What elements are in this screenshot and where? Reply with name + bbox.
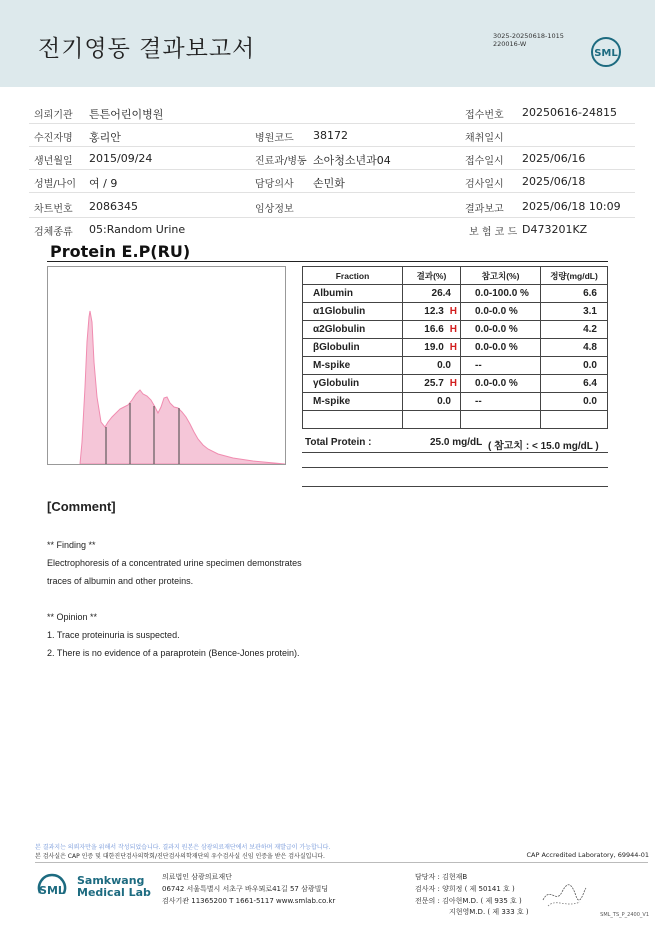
col-quantity: 정량(mg/dL) <box>541 267 608 285</box>
hospital-code-value: 38172 <box>313 129 348 142</box>
collect-date-label: 채취일시 <box>465 133 504 144</box>
patient-label: 수진자명 <box>34 133 73 144</box>
brand-name <box>77 875 151 899</box>
table-row <box>303 285 608 303</box>
table-row <box>303 321 608 339</box>
doctor-label: 담당의사 <box>255 179 294 190</box>
fraction-name: α2Globulin <box>303 321 403 339</box>
fraction-qty: 6.6 <box>541 285 608 303</box>
empty-cell <box>303 411 403 429</box>
finding-header: ** Finding ** <box>47 540 96 550</box>
form-code: SML_TS_P_2400_V1 <box>600 912 649 918</box>
high-flag: H <box>449 324 457 335</box>
electrophoresis-curve <box>48 267 285 464</box>
report-label: 결과보고 <box>465 204 504 215</box>
fraction-qty: 3.1 <box>541 303 608 321</box>
table-row <box>303 303 608 321</box>
insurance-value: D473201KZ <box>522 223 588 236</box>
clinical-label: 임상정보 <box>255 204 294 215</box>
fraction-name: M-spike <box>303 393 403 411</box>
dept-label: 진료과/병동 <box>255 156 307 167</box>
info-row-4 <box>29 170 635 193</box>
info-row-2 <box>29 124 635 147</box>
doctor-value: 손민화 <box>313 177 345 190</box>
total-protein-label: Total Protein : <box>305 437 372 448</box>
result-value: 0.0 <box>437 360 451 371</box>
result-value: 0.0 <box>437 396 451 407</box>
fraction-result <box>403 303 461 321</box>
sex-age-label: 성별/나이 <box>34 179 77 190</box>
receipt-no-label: 접수번호 <box>465 110 504 121</box>
col-result: 결과(%) <box>403 267 461 285</box>
high-flag: H <box>449 342 457 353</box>
result-value: 25.7 <box>424 378 444 389</box>
receipt-date-value: 2025/06/16 <box>522 152 586 165</box>
curve-area <box>80 311 285 464</box>
birth-value: 2015/09/24 <box>89 152 153 165</box>
total-rule-1 <box>302 452 608 453</box>
specimen-label: 검체종류 <box>34 227 73 238</box>
fraction-result <box>403 375 461 393</box>
sml-badge-text: SML <box>594 48 618 59</box>
high-flag: H <box>449 306 457 317</box>
dept-value: 소아청소년과04 <box>313 154 391 167</box>
staff-tester: 검사자 : 양희정 ( 제 50141 호 ) <box>415 885 515 893</box>
document-code-line2: 220016-W <box>493 40 527 48</box>
fraction-table <box>302 266 608 429</box>
result-value: 19.0 <box>424 342 444 353</box>
test-date-label: 검사일시 <box>465 179 504 190</box>
fraction-name: M-spike <box>303 357 403 375</box>
foundation-contact: 검사기관 11365200 T 1661-5117 www.smlab.co.kr <box>162 897 336 905</box>
fraction-result <box>403 357 461 375</box>
col-fraction: Fraction <box>303 267 403 285</box>
fraction-qty: 4.2 <box>541 321 608 339</box>
fraction-qty: 0.0 <box>541 393 608 411</box>
footer-notice-1: 본 결과지는 의뢰자만을 위해서 작성되었습니다. 결과지 원본은 삼광의료재단에서 보관하며 재발급이 가능합니다. <box>35 844 331 851</box>
footer-rule <box>35 862 648 863</box>
hospital-code-label: 병원코드 <box>255 133 294 144</box>
finding-line-2: traces of albumin and other proteins. <box>47 576 194 586</box>
total-protein-value: 25.0 mg/dL <box>430 437 483 448</box>
info-row-3 <box>29 147 635 170</box>
col-reference: 참고치(%) <box>461 267 541 285</box>
fraction-result <box>403 339 461 357</box>
foundation-name: 의료법인 삼광의료재단 <box>162 873 232 881</box>
info-row-1 <box>29 101 635 124</box>
fraction-ref: 0.0-0.0 % <box>461 375 541 393</box>
finding-line-1: Electrophoresis of a concentrated urine specimen demonstrates <box>47 558 302 568</box>
document-code-line1: 3025-20250618-1015 <box>493 32 564 40</box>
staff-manager: 담당자 : 김현재B <box>415 873 468 881</box>
table-row <box>303 357 608 375</box>
opinion-line-2: 2. There is no evidence of a paraprotein (Bence-Jones protein). <box>47 648 300 658</box>
opinion-line-1: 1. Trace proteinuria is suspected. <box>47 630 180 640</box>
chart-no-label: 차트번호 <box>34 204 73 215</box>
hospital-label: 의뢰기관 <box>34 110 73 121</box>
footer-notice-2: 본 검사실은 CAP 인증 및 대한진단검사의학회/진단검사의학재단의 우수검사실 신임 인증을 받은 검사실입니다. <box>35 853 325 860</box>
electrophoresis-graph <box>47 266 286 465</box>
fraction-result <box>403 393 461 411</box>
fraction-ref: -- <box>461 393 541 411</box>
empty-cell <box>541 411 608 429</box>
sex-age-value: 여 / 9 <box>89 177 118 190</box>
section-title: Protein E.P(RU) <box>50 242 191 261</box>
signature-icon <box>540 878 588 910</box>
fraction-qty: 6.4 <box>541 375 608 393</box>
insurance-label: 보 험 코 드 <box>469 227 518 238</box>
staff-specialist-1: 전문의 : 김아현M.D. ( 제 935 호 ) <box>415 897 522 905</box>
comment-title: [Comment] <box>47 499 116 514</box>
info-row-5 <box>29 195 635 218</box>
brand-line-1: Samkwang <box>77 874 145 887</box>
sml-badge-icon <box>590 36 622 68</box>
cap-accreditation: CAP Accredited Laboratory, 69944-01 <box>526 851 649 859</box>
fraction-ref: 0.0-0.0 % <box>461 303 541 321</box>
result-value: 26.4 <box>431 288 451 299</box>
staff-specialist-2: 지현영M.D. ( 제 333 호 ) <box>449 908 529 916</box>
fraction-name: α1Globulin <box>303 303 403 321</box>
table-row <box>303 393 608 411</box>
receipt-date-label: 접수일시 <box>465 156 504 167</box>
table-row-empty <box>303 411 608 429</box>
fraction-ref: 0.0-0.0 % <box>461 339 541 357</box>
fraction-qty: 0.0 <box>541 357 608 375</box>
sml-logo-icon <box>35 871 69 905</box>
result-value: 12.3 <box>424 306 444 317</box>
table-row <box>303 339 608 357</box>
result-value: 16.6 <box>424 324 444 335</box>
foundation-address: 06742 서울특별시 서초구 바우뫼로41길 57 삼광빌딩 <box>162 885 329 893</box>
high-flag: H <box>449 378 457 389</box>
fraction-name: Albumin <box>303 285 403 303</box>
report-value: 2025/06/18 10:09 <box>522 200 621 213</box>
total-rule-2 <box>302 467 608 468</box>
specimen-value: 05:Random Urine <box>89 223 186 236</box>
patient-value: 홍리안 <box>89 131 121 144</box>
info-row-6 <box>29 218 635 241</box>
document-code <box>493 32 564 48</box>
brand-line-2: Medical Lab <box>77 886 151 899</box>
table-header-row <box>303 267 608 285</box>
sml-logo-text: SML <box>39 884 65 897</box>
fraction-qty: 4.8 <box>541 339 608 357</box>
total-protein-ref: ( 참고치 : < 15.0 mg/dL ) <box>488 441 599 452</box>
empty-cell <box>461 411 541 429</box>
hospital-value: 튼튼어린이병원 <box>89 108 164 121</box>
fraction-ref: -- <box>461 357 541 375</box>
fraction-ref: 0.0-0.0 % <box>461 321 541 339</box>
fraction-name: βGlobulin <box>303 339 403 357</box>
document-title: 전기영동 결과보고서 <box>38 36 256 62</box>
test-date-value: 2025/06/18 <box>522 175 586 188</box>
table-row <box>303 375 608 393</box>
total-rule-3 <box>302 486 608 487</box>
receipt-no-value: 20250616-24815 <box>522 106 617 119</box>
fraction-name: γGlobulin <box>303 375 403 393</box>
title-rule <box>47 261 608 262</box>
empty-cell <box>403 411 461 429</box>
fraction-result <box>403 285 461 303</box>
opinion-header: ** Opinion ** <box>47 612 98 622</box>
fraction-ref: 0.0-100.0 % <box>461 285 541 303</box>
chart-no-value: 2086345 <box>89 200 138 213</box>
birth-label: 생년월일 <box>34 156 73 167</box>
fraction-result <box>403 321 461 339</box>
